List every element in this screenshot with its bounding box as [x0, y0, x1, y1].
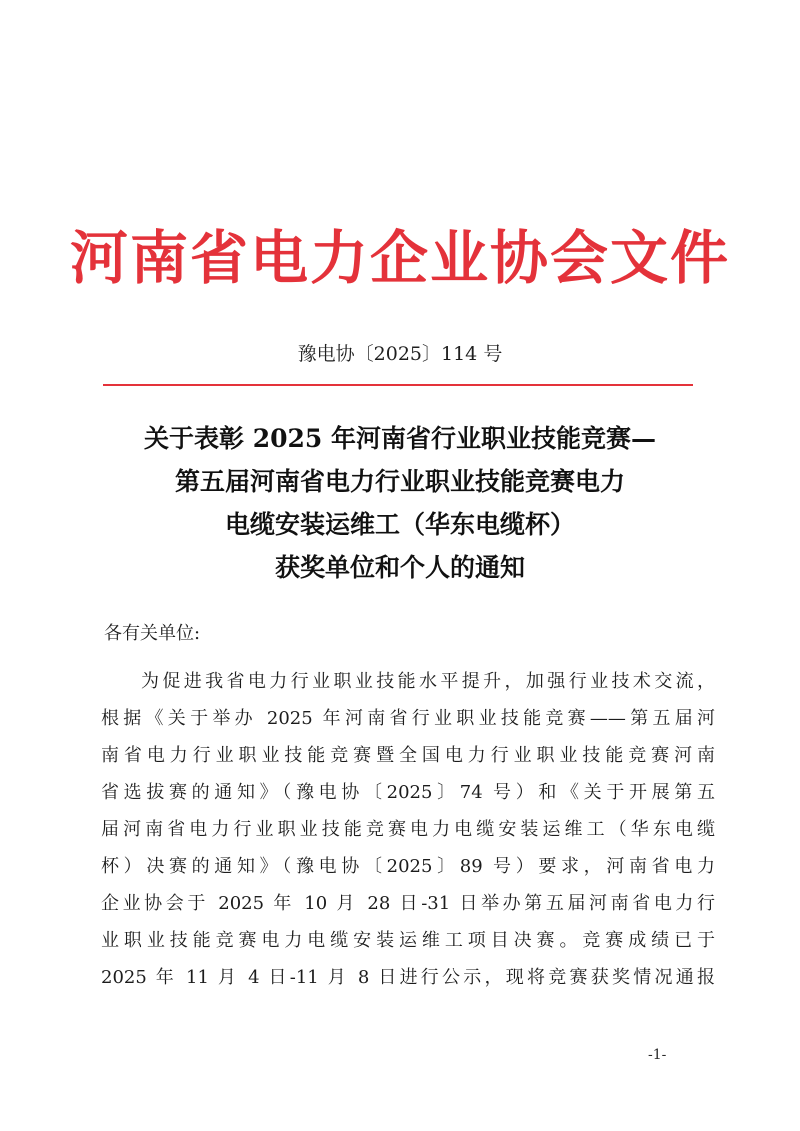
page-number: -1- [648, 1047, 667, 1063]
salutation: 各有关单位: [104, 623, 201, 644]
body-line: 届河南省电力行业职业技能竞赛电力电缆安装运维工（华东电缆 [101, 819, 715, 840]
body-line: 省选拔赛的通知》（豫电协〔2025〕74 号）和《关于开展第五 [101, 782, 715, 803]
red-divider-line [103, 384, 693, 386]
body-line: 根据《关于举办 2025 年河南省行业职业技能竞赛——第五届河 [101, 708, 715, 729]
body-line: 企业协会于 2025 年 10 月 28 日-31 日举办第五届河南省电力行 [101, 893, 715, 914]
body-line: 杯）决赛的通知》（豫电协〔2025〕89 号）要求，河南省电力 [101, 856, 715, 877]
document-number: 豫电协〔2025〕114 号 [297, 343, 503, 365]
notice-title-line: 电缆安装运维工（华东电缆杯） [224, 510, 575, 539]
notice-title-line: 获奖单位和个人的通知 [274, 553, 525, 582]
notice-title-line: 关于表彰 2025 年河南省行业职业技能竞赛— [144, 424, 656, 453]
notice-title [60, 417, 740, 589]
issuer-header-title: 河南省电力企业协会文件 [69, 224, 730, 292]
body-line: 为促进我省电力行业职业技能水平提升，加强行业技术交流， [141, 671, 715, 692]
body-paragraph [101, 663, 715, 996]
body-line: 业职业技能竞赛电力电缆安装运维工项目决赛。竞赛成绩已于 [101, 930, 715, 951]
body-line: 2025 年 11 月 4 日-11 月 8 日进行公示，现将竞赛获奖情况通报 [101, 967, 715, 988]
notice-title-line: 第五届河南省电力行业职业技能竞赛电力 [174, 467, 625, 496]
body-line: 南省电力行业职业技能竞赛暨全国电力行业职业技能竞赛河南 [101, 745, 715, 766]
